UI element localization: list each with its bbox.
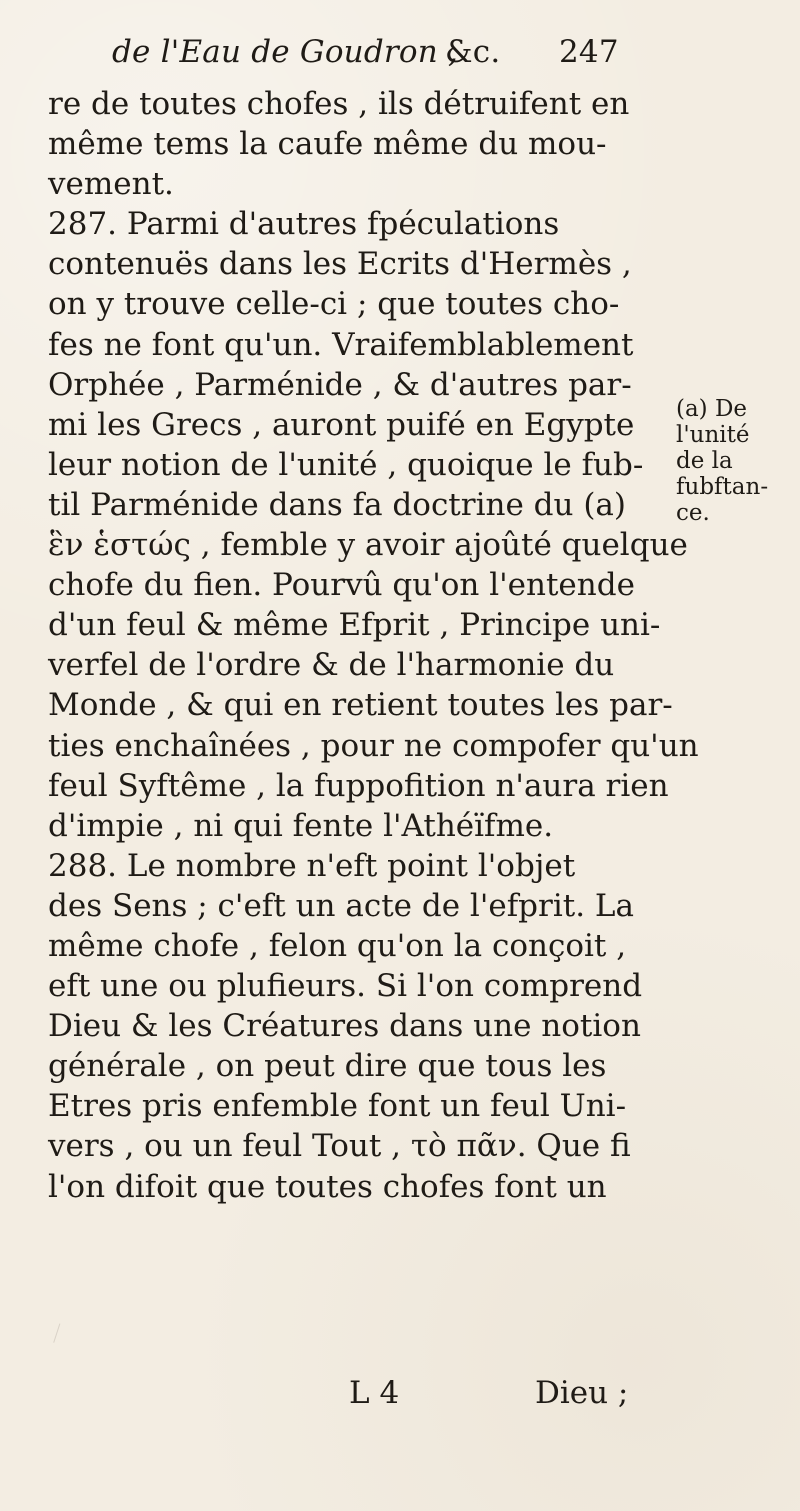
text-line-27: vers , ou un feul Tout , τὸ πᾶν. Que fi — [48, 1128, 631, 1165]
text-line-13: chofe du fien. Pourvû qu'on l'entende — [48, 567, 635, 604]
text-line-15: verfel de l'ordre & de l'harmonie du — [48, 647, 615, 684]
page-footer — [349, 1375, 649, 1415]
catchword: Dieu ; — [535, 1375, 629, 1411]
text-line-25: générale , on peut dire que tous les — [48, 1048, 607, 1085]
text-line-14: d'un feul & même Efprit , Principe uni- — [48, 607, 661, 644]
text-line-7: fes ne font qu'un. Vraifemblablement — [48, 326, 634, 363]
text-line-4: 287. Parmi d'autres fpéculations — [48, 206, 560, 243]
text-line-19: d'impie , ni qui fente l'Athéïfme. — [48, 807, 554, 844]
text-line-23: eft une ou plufieurs. Si l'on comprend — [48, 968, 643, 1005]
text-line-9: mi les Grecs , auront puifé en Egypte — [48, 406, 635, 443]
text-line-24: Dieu & les Créatures dans une notion — [48, 1008, 641, 1045]
text-line-26: Etres pris enfemble font un feul Uni- — [48, 1088, 627, 1125]
page-number: 247 — [559, 34, 619, 70]
text-line-20: 288. Le nombre n'eft point l'objet — [48, 847, 576, 884]
text-line-12: ἓν ἑστώς , femble y avoir ajoûté quelque — [48, 527, 688, 564]
running-title: de l'Eau de Goudron , — [112, 34, 459, 70]
text-line-17: ties enchaînées , pour ne compofer qu'un — [48, 727, 699, 764]
text-line-3: vement. — [48, 166, 174, 203]
text-line-16: Monde , & qui en retient toutes les par- — [48, 687, 673, 724]
text-line-10: leur notion de l'unité , quoique le fub- — [48, 446, 644, 483]
margin-note-line-2: l'unité — [676, 422, 750, 448]
text-line-28: l'on difoit que toutes chofes font un — [48, 1168, 607, 1205]
margin-note-line-4: fubftan- — [676, 474, 769, 500]
margin-note-line-3: de la — [676, 448, 733, 474]
signature-mark: L 4 — [349, 1375, 400, 1411]
main-text-block — [48, 84, 699, 1207]
marginal-note — [676, 396, 769, 526]
text-line-5: contenuës dans les Ecrits d'Hermès , — [48, 246, 632, 283]
text-line-2: même tems la caufe même du mou- — [48, 126, 607, 163]
paper-mark — [53, 1323, 72, 1346]
text-line-18: feul Syftême , la fuppofition n'aura rien — [48, 767, 669, 804]
margin-note-line-1: (a) De — [676, 396, 748, 422]
text-line-21: des Sens ; c'eft un acte de l'efprit. La — [48, 887, 634, 924]
margin-note-line-5: ce. — [676, 500, 710, 526]
running-header — [112, 34, 632, 74]
text-line-11: til Parménide dans fa doctrine du (a) — [48, 486, 626, 523]
text-line-6: on y trouve celle-ci ; que toutes cho- — [48, 286, 620, 323]
text-line-22: même chofe , felon qu'on la conçoit , — [48, 927, 627, 964]
text-line-8: Orphée , Parménide , & d'autres par- — [48, 366, 632, 403]
running-title-etc: &c. — [445, 34, 501, 70]
text-line-1: re de toutes chofes , ils détruifent en — [48, 86, 630, 122]
